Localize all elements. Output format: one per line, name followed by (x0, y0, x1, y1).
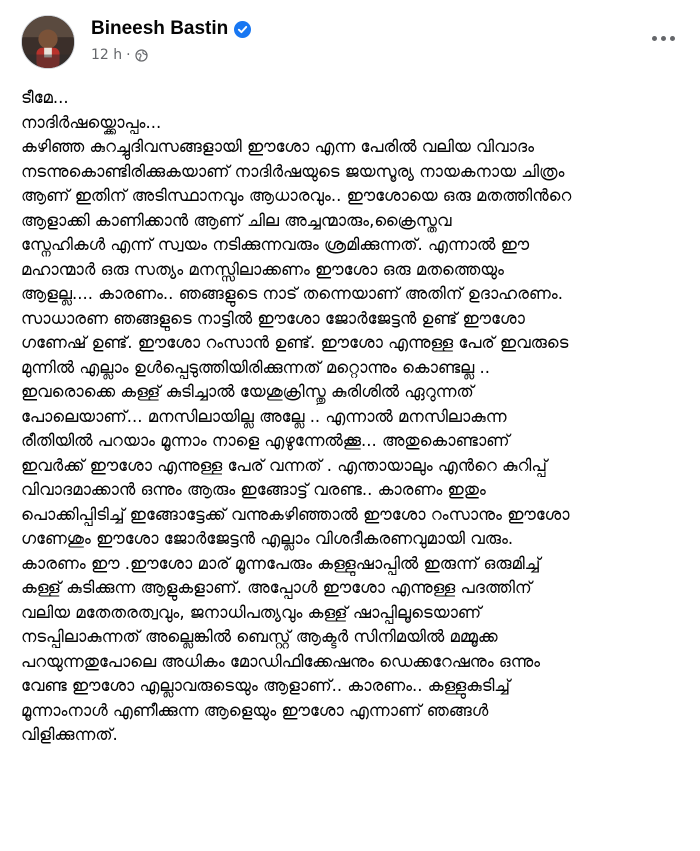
more-options-button[interactable] (646, 26, 680, 50)
post-text-line: നടപ്പിലാകുന്നത് അല്ലെങ്കിൽ ബെസ്റ്റ് ആക്ടർ സിനിമയിൽ മമ്മൂക്ക (21, 627, 498, 646)
post-text-line: മഹാന്മാർ ഒരു സത്യം മനസ്സിലാക്കണം ഈശോ ഒരു മതത്തെയും (21, 259, 504, 279)
post-text-line: പൊക്കിപ്പിടിച്ച് ഇങ്ങോട്ടേക്ക് വന്നുകഴിഞ്ഞാൽ ഈശോ റംസാനും ഈശോ (21, 504, 570, 524)
verified-badge-icon (234, 21, 251, 38)
author-avatar[interactable] (21, 15, 75, 69)
post-text-line: പറയുന്നതുപോലെ അധികം മോഡിഫിക്കേഷനും ഡെക്കറേഷനും ഒന്നും (21, 651, 541, 671)
post-text-line: ഇവരൊക്കെ കള്ള് കുടിച്ചാൽ യേശുക്രിസ്തു കുരിശിൽ ഏറുന്നത് (21, 382, 474, 401)
post-text-line: നാദിർഷയ്ക്കൊപ്പം... (21, 112, 162, 132)
post-header (21, 12, 680, 72)
post-text-line: ഗണേശും ഈശോ ജോർജേട്ടൻ എല്ലാം വിശദീകരണവുമായി വരും. (21, 529, 514, 548)
post-text-line: സാധാരണ ഞങ്ങളുടെ നാട്ടിൽ ഈശോ ജോർജേട്ടൻ ഉണ്ട് ഈശോ (21, 308, 525, 328)
post-text-line: വിളിക്കുന്നത്. (21, 725, 118, 744)
post-text-line: ആളല്ല.... കാരണം.. ഞങ്ങളുടെ നാട് തന്നെയാണ് അതിന് ഉദാഹരണം. (21, 284, 563, 303)
post-text-line: വിവാദമാക്കാൻ ഒന്നും ആരും ഇങ്ങോട്ട് വരണ്ട.. കാരണം ഇതും (21, 480, 486, 499)
post-text-line: വേണ്ട ഈശോ എല്ലാവരുടെയും ആളാണ്.. കാരണം.. കള്ളുകുടിച്ച് (21, 676, 511, 695)
post-text-line: നടന്നുകൊണ്ടിരിക്കുകയാണ് നാദിർഷയുടെ ജയസൂര്യ നായകനായ ചിത്രം (21, 161, 565, 181)
post-text-line: കഴിഞ്ഞ കുറച്ചുദിവസങ്ങളായി ഈശോ എന്ന പേരിൽ വലിയ വിവാദം (21, 137, 535, 156)
post-text-line: രീതിയിൽ പറയാം മൂന്നാം നാളെ എഴുന്നേൽക്കൂ... അതുകൊണ്ടാണ് (21, 431, 510, 450)
post-text-line: കള്ള് കുടിക്കുന്ന ആളുകളാണ്. അപ്പോൾ ഈശോ എന്നുള്ള പദത്തിന് (21, 578, 532, 597)
post-text-line: ഗണേഷ് ഉണ്ട്. ഈശോ റംസാൻ ഉണ്ട്. ഈശോ എന്നുള്ള പേര് ഇവരുടെ (21, 333, 569, 352)
meta-separator: · (126, 47, 131, 63)
post-text-line: മുന്നിൽ എല്ലാം ഉൾപ്പെടുത്തിയിരിക്കുന്നത് മറ്റൊന്നും കൊണ്ടല്ല .. (21, 357, 490, 377)
post-text-line: പോലെയാണ്... മനസിലായില്ല അല്ലേ .. എന്നാൽ മനസിലാകുന്ന (21, 406, 507, 426)
post-text-line: ആണ് ഇതിന് അടിസ്ഥാനവും ആധാരവും.. ഈശോയെ ഒരു മതത്തിൻറെ (21, 186, 572, 205)
author-row (91, 18, 251, 40)
post-meta (91, 47, 148, 63)
post-text-line: വലിയ മതേതരത്വവും, ജനാധിപത്യവും കള്ള് ഷാപ്പിലൂടെയാണ് (21, 602, 482, 622)
post-text-line: സ്നേഹികൾ എന്ന് സ്വയം നടിക്കുന്നവരും ശ്രമിക്കുന്നത്. എന്നാൽ ഈ (21, 235, 530, 254)
more-options-icon (652, 36, 675, 41)
post-text-line: കാരണം ഈ .ഈശോ മാര് മൂന്നപേരും കള്ളുഷാപ്പിൽ ഇരുന്ന് ഒരുമിച്ച് (21, 553, 541, 573)
post-text-line: മൂന്നാംനാൾ എണീക്കുന്ന ആളെയും ഈശോ എന്നാണ് ഞങ്ങൾ (21, 700, 489, 720)
globe-icon[interactable] (135, 49, 148, 62)
post-text-line: ഇവർക്ക് ഈശോ എന്നുള്ള പേര് വന്നത് . എന്തായാലും എൻറെ കുറിപ്പ് (21, 455, 547, 475)
post-timestamp[interactable]: 12 h (91, 47, 123, 63)
avatar-photo (22, 16, 74, 68)
post-text-line: ആളാക്കി കാണിക്കാൻ ആണ് ചില അച്ചന്മാരും,ക്രൈസ്തവ (21, 210, 452, 230)
post-text-line: ടീമേ... (21, 88, 69, 107)
post-body (21, 86, 682, 748)
author-name[interactable]: Bineesh Bastin (91, 18, 229, 39)
